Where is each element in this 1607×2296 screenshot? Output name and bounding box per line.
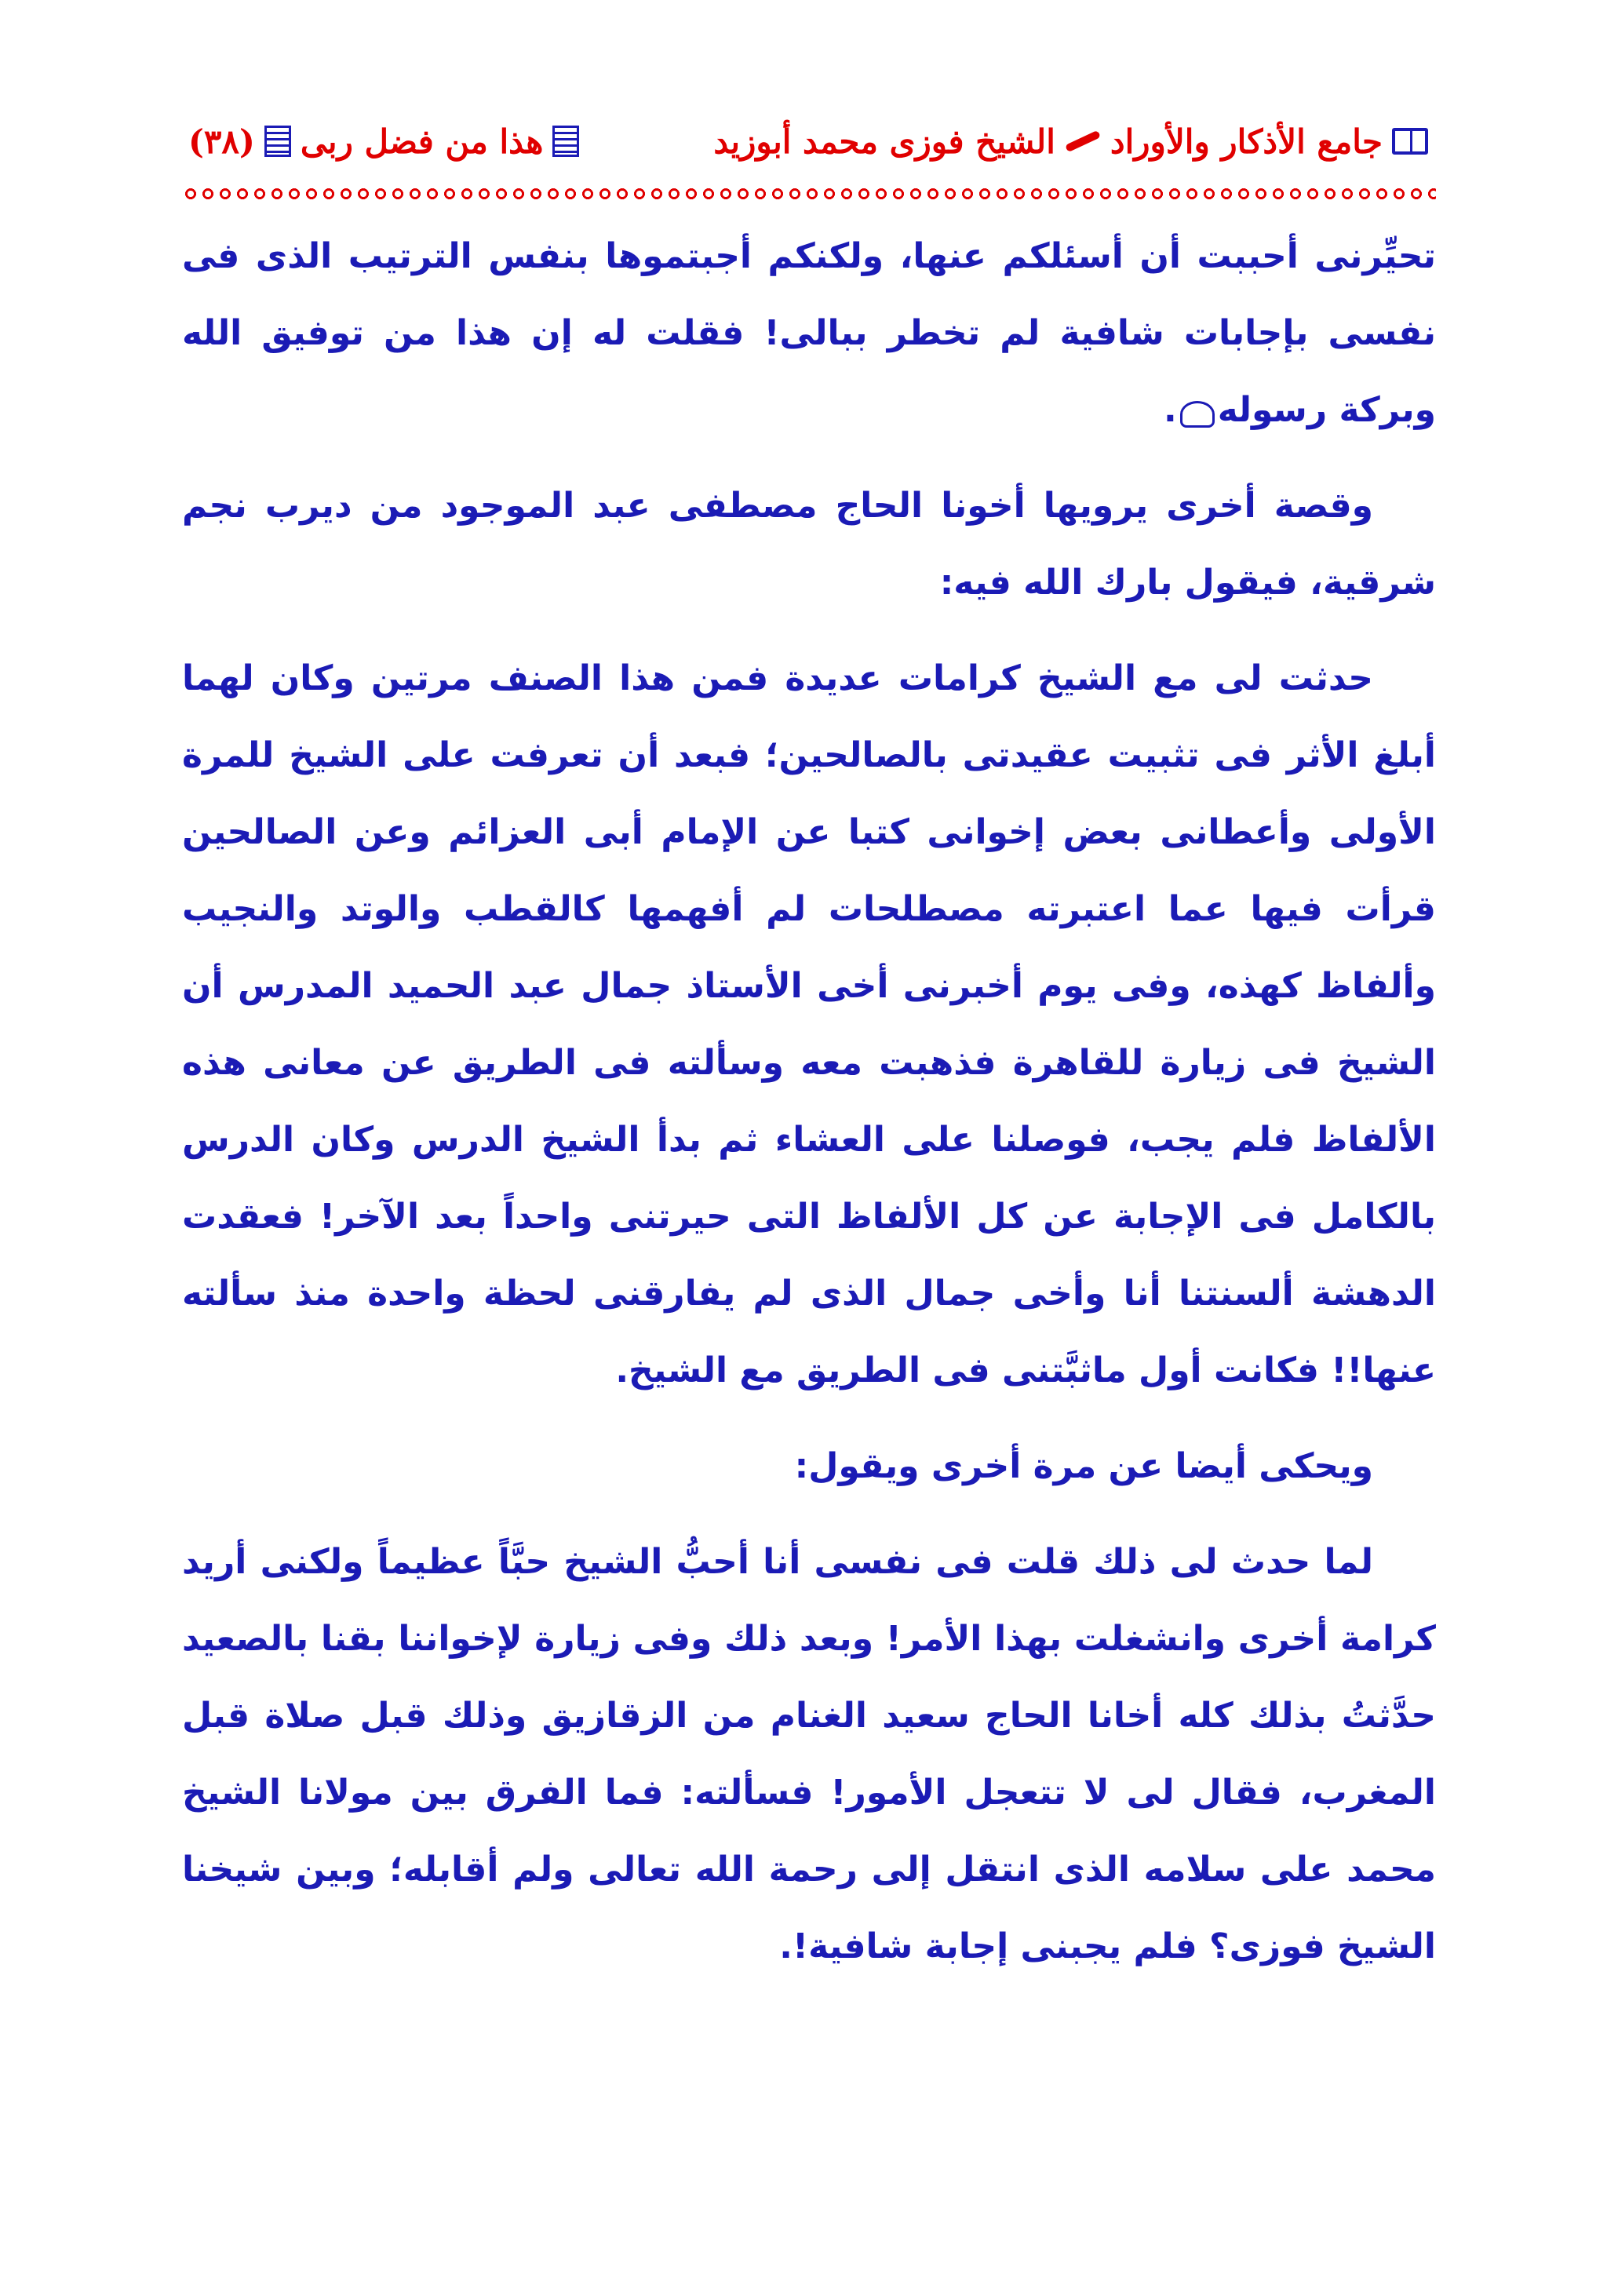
page-number: (٣٨) [188, 122, 255, 161]
open-book-icon [1392, 128, 1428, 155]
ornamental-divider [182, 185, 1436, 202]
document-icon-2 [264, 126, 291, 157]
document-icon [552, 126, 579, 157]
running-header [188, 110, 1428, 173]
header-left-group [188, 122, 579, 161]
paragraph-4: ويحكى أيضا عن مرة أخرى ويقول: [794, 1446, 1373, 1486]
paragraph-5: لما حدث لى ذلك قلت فى نفسى أنا أحبُّ الشيخ حبَّاً عظيماً ولكنى أريد كرامة أخرى وانشغلت بهذا الأمر! وبعد ذلك وفى زيارة لإخواننا بقنا بالصعيد حدَّثتُ بذلك كله أخانا الحاج سعيد الغنام من الزقازيق وذلك قبل صلاة قبل المغرب، فقال لى لا تتعجل الأمور! فسألته: فما الفرق بين مولانا الشيخ محمد على سلامه الذى انتقل إلى رحمة الله تعالى ولم أقابله؛ وبين شيخنا الشيخ فوزى؟ فلم يجبنى إجابة شافية!. [182, 1542, 1436, 1966]
page-body [182, 218, 1436, 1985]
paragraph-3: حدثت لى مع الشيخ كرامات عديدة فمن هذا الصنف مرتين وكان لهما أبلغ الأثر فى تثبيت عقيدتى بالصالحين؛ فبعد أن تعرفت على الشيخ للمرة الأولى وأعطانى بعض إخوانى كتبا عن الإمام أبى العزائم وعن الصالحين قرأت فيها عما اعتبرته مصطلحات لم أفهمها كالقطب والوتد والنجيب وألفاظ كهذه، وفى يوم أخبرنى أخى الأستاذ جمال عبد الحميد المدرس أن الشيخ فى زيارة للقاهرة فذهبت معه وسألته فى الطريق عن معانى هذه الألفاظ فلم يجب، فوصلنا على العشاء ثم بدأ الشيخ الدرس وكان الدرس بالكامل فى الإجابة عن كل الألفاظ التى حيرتنى واحداً بعد الآخر! فعقدت الدهشة ألسنتنا أنا وأخى جمال الذى لم يفارقنى لحظة واحدة منذ سألته عنها!! فكانت أول ماثبَّتنى فى الطريق مع الشيخ. [182, 658, 1436, 1390]
book-title: جامع الأذكار والأوراد [1110, 122, 1383, 161]
pen-icon [1065, 130, 1101, 153]
author-name: الشيخ فوزى محمد أبوزيد [713, 122, 1055, 161]
salawat-ligature-icon [1180, 401, 1215, 428]
paragraph-2: وقصة أخرى يرويها أخونا الحاج مصطفى عبد الموجود من ديرب نجم شرقية، فيقول بارك الله فيه: [182, 486, 1436, 603]
section-title: هذا من فضل ربى [300, 122, 544, 161]
paragraph-1-text: تحيِّرنى أحببت أن أسئلكم عنها، ولكنكم أجبتموها بنفس الترتيب الذى فى نفسى بإجابات شافية لم تخطر ببالى! فقلت له إن هذا من توفيق الله وبركة رسوله [182, 236, 1436, 430]
paragraph-1: تحيِّرنى أحببت أن أسئلكم عنها، ولكنكم أجبتموها بنفس الترتيب الذى فى نفسى بإجابات شافية لم تخطر ببالى! فقلت له إن هذا من توفيق الله وبركة رسوله. [182, 236, 1436, 430]
header-right-group [713, 122, 1428, 161]
